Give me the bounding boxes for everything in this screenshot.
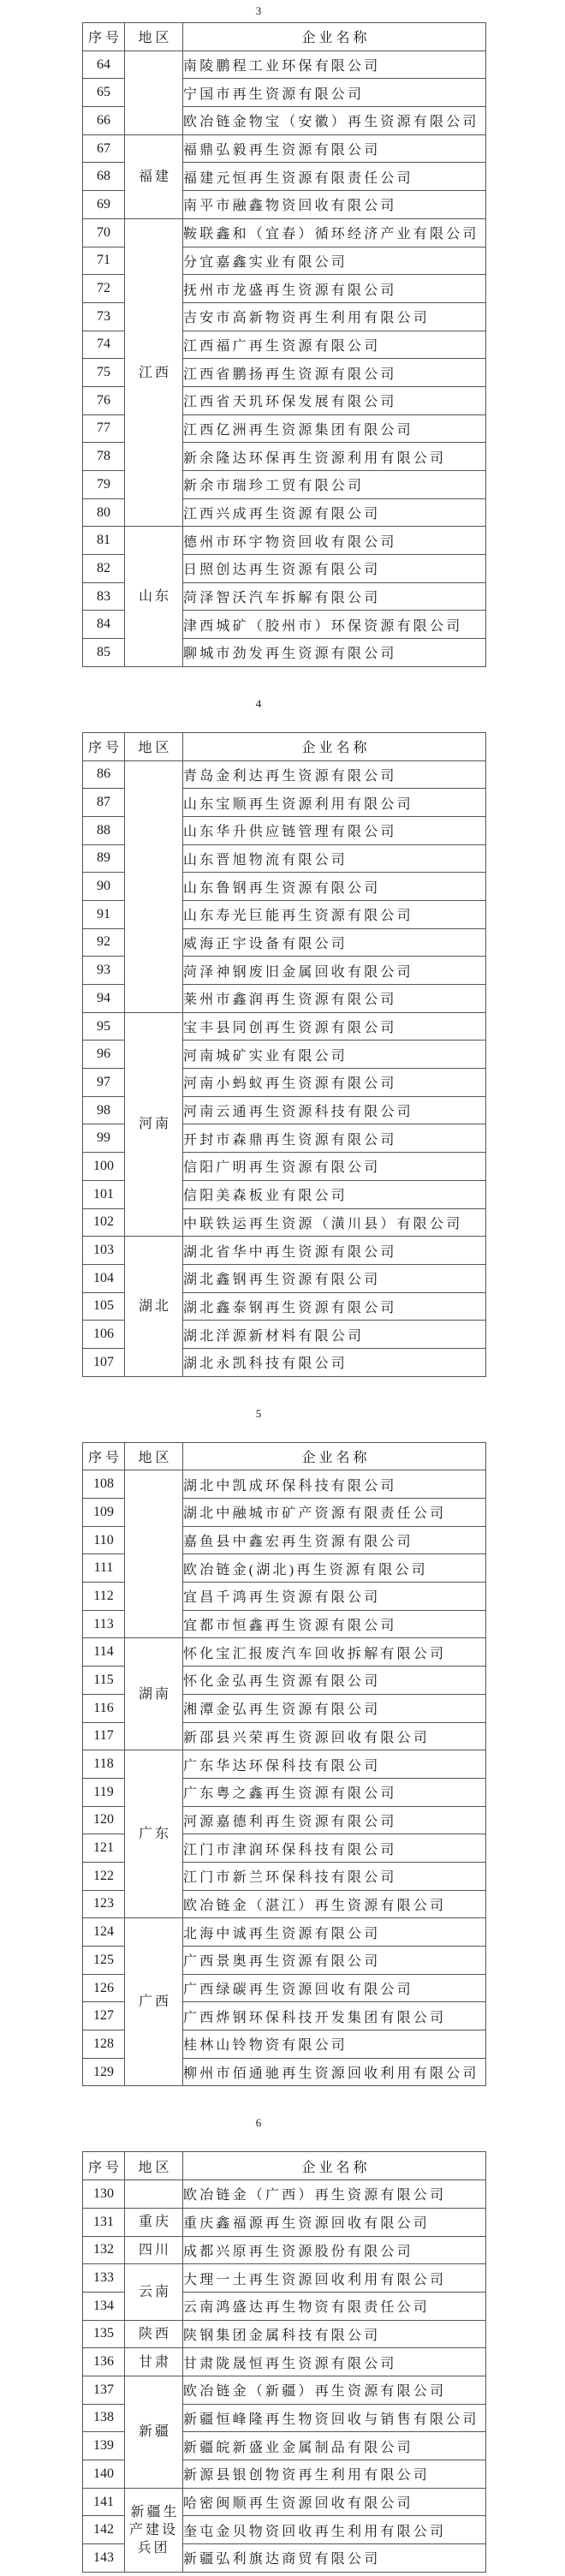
serial-cell: 122: [83, 1862, 125, 1890]
col-header-region: 地区: [125, 2152, 183, 2180]
company-cell: 广西烨钢环保科技开发集团有限公司: [183, 2002, 486, 2030]
company-cell: 新邵县兴荣再生资源回收有限公司: [183, 1722, 486, 1750]
company-cell: 南平市融鑫物资回收有限公司: [183, 191, 486, 219]
serial-cell: 65: [83, 79, 125, 107]
col-header-region: 地区: [125, 1442, 183, 1470]
table-row: [83, 1470, 486, 1499]
company-table: [82, 732, 486, 1377]
serial-cell: 77: [83, 414, 125, 443]
table-row: [83, 2488, 486, 2516]
serial-cell: 134: [83, 2292, 125, 2320]
company-cell: 北海中诚再生资源有限公司: [183, 1918, 486, 1947]
serial-cell: 104: [83, 1264, 125, 1292]
table-row: [83, 1750, 486, 1779]
serial-cell: 73: [83, 302, 125, 331]
serial-cell: 127: [83, 2002, 125, 2030]
serial-cell: 140: [83, 2460, 125, 2489]
table-row: [83, 2348, 486, 2376]
serial-cell: 74: [83, 331, 125, 359]
company-cell: 新余市瑞珍工贸有限公司: [183, 471, 486, 499]
col-header-company: 企业名称: [183, 23, 486, 51]
serial-cell: 88: [83, 816, 125, 844]
company-cell: 抚州市龙盛再生资源有限公司: [183, 275, 486, 303]
company-cell: 分宜嘉鑫实业有限公司: [183, 247, 486, 275]
company-cell: 广西绿碳再生资源回收有限公司: [183, 1974, 486, 2002]
page-number: 6: [255, 2116, 262, 2130]
col-header-serial: 序号: [83, 1442, 125, 1470]
table-row: [83, 134, 486, 163]
serial-cell: 135: [83, 2320, 125, 2348]
company-table: [82, 2151, 486, 2572]
table-header: [83, 1442, 486, 1470]
document-page: [0, 2117, 565, 2572]
serial-cell: 130: [83, 2180, 125, 2209]
company-cell: 柳州市佰通驰再生资源回收利用有限公司: [183, 2058, 486, 2086]
serial-cell: 67: [83, 134, 125, 163]
company-cell: 怀化宝汇报废汽车回收拆解有限公司: [183, 1638, 486, 1667]
table-row: [83, 2180, 486, 2209]
serial-cell: 115: [83, 1667, 125, 1695]
col-header-region: 地区: [125, 23, 183, 51]
page-number: 3: [255, 4, 262, 17]
serial-cell: 69: [83, 191, 125, 219]
company-cell: 中联铁运再生资源（潢川县）有限公司: [183, 1208, 486, 1237]
table-body: [83, 760, 486, 1376]
company-cell: 湖北省华中再生资源有限公司: [183, 1237, 486, 1265]
company-cell: 欧冶链金（广西）再生资源有限公司: [183, 2180, 486, 2209]
company-cell: 怀化金弘再生资源有限公司: [183, 1667, 486, 1695]
region-cell: 四川: [125, 2236, 183, 2264]
serial-cell: 89: [83, 844, 125, 873]
serial-cell: 70: [83, 218, 125, 247]
serial-cell: 143: [83, 2544, 125, 2573]
region-cell: 福建: [125, 134, 183, 218]
company-cell: 鞍联鑫和（宜春）循环经济产业有限公司: [183, 218, 486, 247]
serial-cell: 110: [83, 1526, 125, 1554]
serial-cell: 92: [83, 928, 125, 957]
serial-cell: 78: [83, 443, 125, 471]
serial-cell: 119: [83, 1778, 125, 1806]
company-table: [82, 1442, 486, 2087]
serial-cell: 138: [83, 2404, 125, 2432]
serial-cell: 137: [83, 2376, 125, 2404]
serial-cell: 136: [83, 2348, 125, 2376]
company-cell: 山东晋旭物流有限公司: [183, 844, 486, 873]
table-row: [83, 527, 486, 555]
company-cell: 河南城矿实业有限公司: [183, 1041, 486, 1069]
serial-cell: 91: [83, 900, 125, 928]
table-header: [83, 732, 486, 760]
serial-cell: 105: [83, 1292, 125, 1321]
region-cell: [125, 1470, 183, 1638]
col-header-region: 地区: [125, 732, 183, 760]
region-cell: [125, 760, 183, 1012]
company-cell: 宜都市恒鑫再生资源有限公司: [183, 1610, 486, 1638]
company-cell: 日照创达再生资源有限公司: [183, 555, 486, 583]
serial-cell: 93: [83, 957, 125, 985]
serial-cell: 141: [83, 2488, 125, 2516]
table-row: [83, 2264, 486, 2293]
company-cell: 河源嘉德利再生资源有限公司: [183, 1806, 486, 1834]
company-cell: 德州市环宇物资回收有限公司: [183, 527, 486, 555]
company-cell: 新源县银创物资再生利用有限公司: [183, 2460, 486, 2489]
company-cell: 欧冶链金（新疆）再生资源有限公司: [183, 2376, 486, 2404]
company-cell: 江门市津润环保科技有限公司: [183, 1834, 486, 1863]
company-cell: 福建元恒再生资源有限责任公司: [183, 163, 486, 191]
company-cell: 开封市森鼎再生资源有限公司: [183, 1124, 486, 1153]
col-header-serial: 序号: [83, 23, 125, 51]
document-page: [0, 5, 565, 667]
serial-cell: 83: [83, 582, 125, 611]
company-cell: 吉安市高新物资再生利用有限公司: [183, 302, 486, 331]
company-cell: 河南云通再生资源科技有限公司: [183, 1096, 486, 1124]
serial-cell: 100: [83, 1153, 125, 1181]
serial-cell: 107: [83, 1348, 125, 1376]
serial-cell: 125: [83, 1947, 125, 1975]
serial-cell: 108: [83, 1470, 125, 1499]
serial-cell: 95: [83, 1012, 125, 1041]
company-cell: 山东宝顺再生资源利用有限公司: [183, 789, 486, 817]
serial-cell: 98: [83, 1096, 125, 1124]
region-cell: 湖北: [125, 1237, 183, 1376]
serial-cell: 116: [83, 1694, 125, 1722]
table-row: [83, 51, 486, 79]
page-number: 4: [255, 696, 262, 710]
serial-cell: 64: [83, 51, 125, 79]
region-cell: 重庆: [125, 2208, 183, 2236]
company-cell: 新疆皖新盛业金属制品有限公司: [183, 2432, 486, 2460]
company-cell: 山东寿光巨能再生资源有限公司: [183, 900, 486, 928]
serial-cell: 120: [83, 1806, 125, 1834]
col-header-company: 企业名称: [183, 2152, 486, 2180]
serial-cell: 85: [83, 639, 125, 667]
region-cell: 广西: [125, 1918, 183, 2086]
company-cell: 大理一土再生资源回收利用有限公司: [183, 2264, 486, 2293]
serial-cell: 126: [83, 1974, 125, 2002]
company-cell: 重庆鑫福源再生资源回收有限公司: [183, 2208, 486, 2236]
serial-cell: 103: [83, 1237, 125, 1265]
serial-cell: 68: [83, 163, 125, 191]
document-page: [0, 1408, 565, 2087]
region-cell: 甘肃: [125, 2348, 183, 2376]
serial-cell: 72: [83, 275, 125, 303]
region-cell: 江西: [125, 218, 183, 527]
company-cell: 江西亿洲再生资源集团有限公司: [183, 414, 486, 443]
region-cell: 广东: [125, 1750, 183, 1918]
company-cell: 宁国市再生资源有限公司: [183, 79, 486, 107]
table-row: [83, 2236, 486, 2264]
company-cell: 江门市新兰环保科技有限公司: [183, 1862, 486, 1890]
table-header: [83, 23, 486, 51]
company-cell: 宜昌千鸿再生资源有限公司: [183, 1583, 486, 1611]
serial-cell: 101: [83, 1180, 125, 1208]
company-cell: 江西省鹏扬再生资源有限公司: [183, 359, 486, 387]
company-cell: 山东鲁钢再生资源有限公司: [183, 873, 486, 901]
table-body: [83, 1470, 486, 2086]
serial-cell: 99: [83, 1124, 125, 1153]
table-row: [83, 2208, 486, 2236]
serial-cell: 112: [83, 1583, 125, 1611]
company-cell: 陕钢集团金属科技有限公司: [183, 2320, 486, 2348]
company-cell: 哈密闽顺再生资源回收有限公司: [183, 2488, 486, 2516]
header-row: [83, 2152, 486, 2180]
company-cell: 云南鸿盛达再生物资有限责任公司: [183, 2292, 486, 2320]
company-cell: 信阳广明再生资源有限公司: [183, 1153, 486, 1181]
serial-cell: 129: [83, 2058, 125, 2086]
serial-cell: 106: [83, 1321, 125, 1349]
company-cell: 欧冶链金（湛江）再生资源有限公司: [183, 1890, 486, 1918]
serial-cell: 111: [83, 1554, 125, 1583]
serial-cell: 114: [83, 1638, 125, 1667]
serial-cell: 79: [83, 471, 125, 499]
company-cell: 湘潭金弘再生资源有限公司: [183, 1694, 486, 1722]
serial-cell: 75: [83, 359, 125, 387]
serial-cell: 123: [83, 1890, 125, 1918]
region-cell: 河南: [125, 1012, 183, 1237]
col-header-company: 企业名称: [183, 1442, 486, 1470]
company-cell: 奎屯金贝物资回收再生利用有限公司: [183, 2516, 486, 2544]
company-cell: 欧冶链金物宝（安徽）再生资源有限公司: [183, 107, 486, 135]
table-body: [83, 2180, 486, 2573]
company-cell: 湖北鑫钢再生资源有限公司: [183, 1264, 486, 1292]
serial-cell: 117: [83, 1722, 125, 1750]
serial-cell: 142: [83, 2516, 125, 2544]
serial-cell: 128: [83, 2030, 125, 2059]
company-cell: 山东华升供应链管理有限公司: [183, 816, 486, 844]
table-row: [83, 1638, 486, 1667]
table-body: [83, 51, 486, 666]
company-cell: 广西景奥再生资源有限公司: [183, 1947, 486, 1975]
company-cell: 新疆恒峰隆再生物资回收与销售有限公司: [183, 2404, 486, 2432]
serial-cell: 113: [83, 1610, 125, 1638]
company-cell: 南陵鹏程工业环保有限公司: [183, 51, 486, 79]
col-header-serial: 序号: [83, 2152, 125, 2180]
company-cell: 广东华达环保科技有限公司: [183, 1750, 486, 1779]
company-cell: 宝丰县同创再生资源有限公司: [183, 1012, 486, 1041]
serial-cell: 71: [83, 247, 125, 275]
company-cell: 湖北中融城市矿产资源有限责任公司: [183, 1499, 486, 1527]
company-cell: 威海正宇设备有限公司: [183, 928, 486, 957]
serial-cell: 139: [83, 2432, 125, 2460]
serial-cell: 87: [83, 789, 125, 817]
table-row: [83, 760, 486, 789]
company-cell: 湖北鑫泰钢再生资源有限公司: [183, 1292, 486, 1321]
company-cell: 新疆弘利旗达商贸有限公司: [183, 2544, 486, 2573]
company-cell: 聊城市劲发再生资源有限公司: [183, 639, 486, 667]
company-cell: 青岛金利达再生资源有限公司: [183, 760, 486, 789]
company-cell: 菏泽神钢废旧金属回收有限公司: [183, 957, 486, 985]
page-number: 5: [255, 1406, 262, 1420]
document-page: [0, 698, 565, 1377]
company-cell: 成都兴原再生资源股份有限公司: [183, 2236, 486, 2264]
company-cell: 江西福广再生资源有限公司: [183, 331, 486, 359]
serial-cell: 66: [83, 107, 125, 135]
table-row: [83, 1918, 486, 1947]
company-cell: 江西兴成再生资源有限公司: [183, 498, 486, 527]
serial-cell: 96: [83, 1041, 125, 1069]
table-row: [83, 2320, 486, 2348]
company-cell: 湖北永凯科技有限公司: [183, 1348, 486, 1376]
serial-cell: 86: [83, 760, 125, 789]
serial-cell: 109: [83, 1499, 125, 1527]
serial-cell: 118: [83, 1750, 125, 1779]
table-row: [83, 218, 486, 247]
serial-cell: 81: [83, 527, 125, 555]
serial-cell: 102: [83, 1208, 125, 1237]
company-cell: 菏泽智沃汽车拆解有限公司: [183, 582, 486, 611]
serial-cell: 76: [83, 386, 125, 414]
company-table: [82, 22, 486, 667]
serial-cell: 84: [83, 611, 125, 639]
header-row: [83, 23, 486, 51]
serial-cell: 97: [83, 1069, 125, 1097]
company-cell: 嘉鱼县中鑫宏再生资源有限公司: [183, 1526, 486, 1554]
region-cell: [125, 51, 183, 134]
company-cell: 湖北中凯成环保科技有限公司: [183, 1470, 486, 1499]
region-cell: 湖南: [125, 1638, 183, 1750]
serial-cell: 82: [83, 555, 125, 583]
company-cell: 信阳美森板业有限公司: [183, 1180, 486, 1208]
serial-cell: 90: [83, 873, 125, 901]
table-row: [83, 1012, 486, 1041]
serial-cell: 133: [83, 2264, 125, 2293]
company-cell: 欧冶链金(湖北)再生资源有限公司: [183, 1554, 486, 1583]
serial-cell: 94: [83, 985, 125, 1013]
header-row: [83, 1442, 486, 1470]
company-cell: 广东粤之鑫再生资源有限公司: [183, 1778, 486, 1806]
region-cell: 山东: [125, 527, 183, 666]
table-row: [83, 2376, 486, 2404]
table-header: [83, 2152, 486, 2180]
company-cell: 湖北洋源新材料有限公司: [183, 1321, 486, 1349]
serial-cell: 80: [83, 498, 125, 527]
region-cell: [125, 2180, 183, 2209]
company-cell: 莱州市鑫润再生资源有限公司: [183, 985, 486, 1013]
company-cell: 河南小蚂蚁再生资源有限公司: [183, 1069, 486, 1097]
serial-cell: 131: [83, 2208, 125, 2236]
serial-cell: 132: [83, 2236, 125, 2264]
company-cell: 津西城矿（胶州市）环保资源有限公司: [183, 611, 486, 639]
region-cell: 新疆生产建设兵团: [125, 2488, 183, 2572]
region-cell: 云南: [125, 2264, 183, 2320]
serial-cell: 124: [83, 1918, 125, 1947]
company-cell: 福鼎弘毅再生资源有限公司: [183, 134, 486, 163]
company-cell: 江西省天玑环保发展有限公司: [183, 386, 486, 414]
region-cell: 陕西: [125, 2320, 183, 2348]
col-header-company: 企业名称: [183, 732, 486, 760]
company-cell: 新余隆达环保再生资源利用有限公司: [183, 443, 486, 471]
region-cell: 新疆: [125, 2376, 183, 2488]
table-row: [83, 1237, 486, 1265]
company-cell: 桂林山铃物资有限公司: [183, 2030, 486, 2059]
company-cell: 甘肃陇晟恒再生资源有限公司: [183, 2348, 486, 2376]
col-header-serial: 序号: [83, 732, 125, 760]
header-row: [83, 732, 486, 760]
serial-cell: 121: [83, 1834, 125, 1863]
